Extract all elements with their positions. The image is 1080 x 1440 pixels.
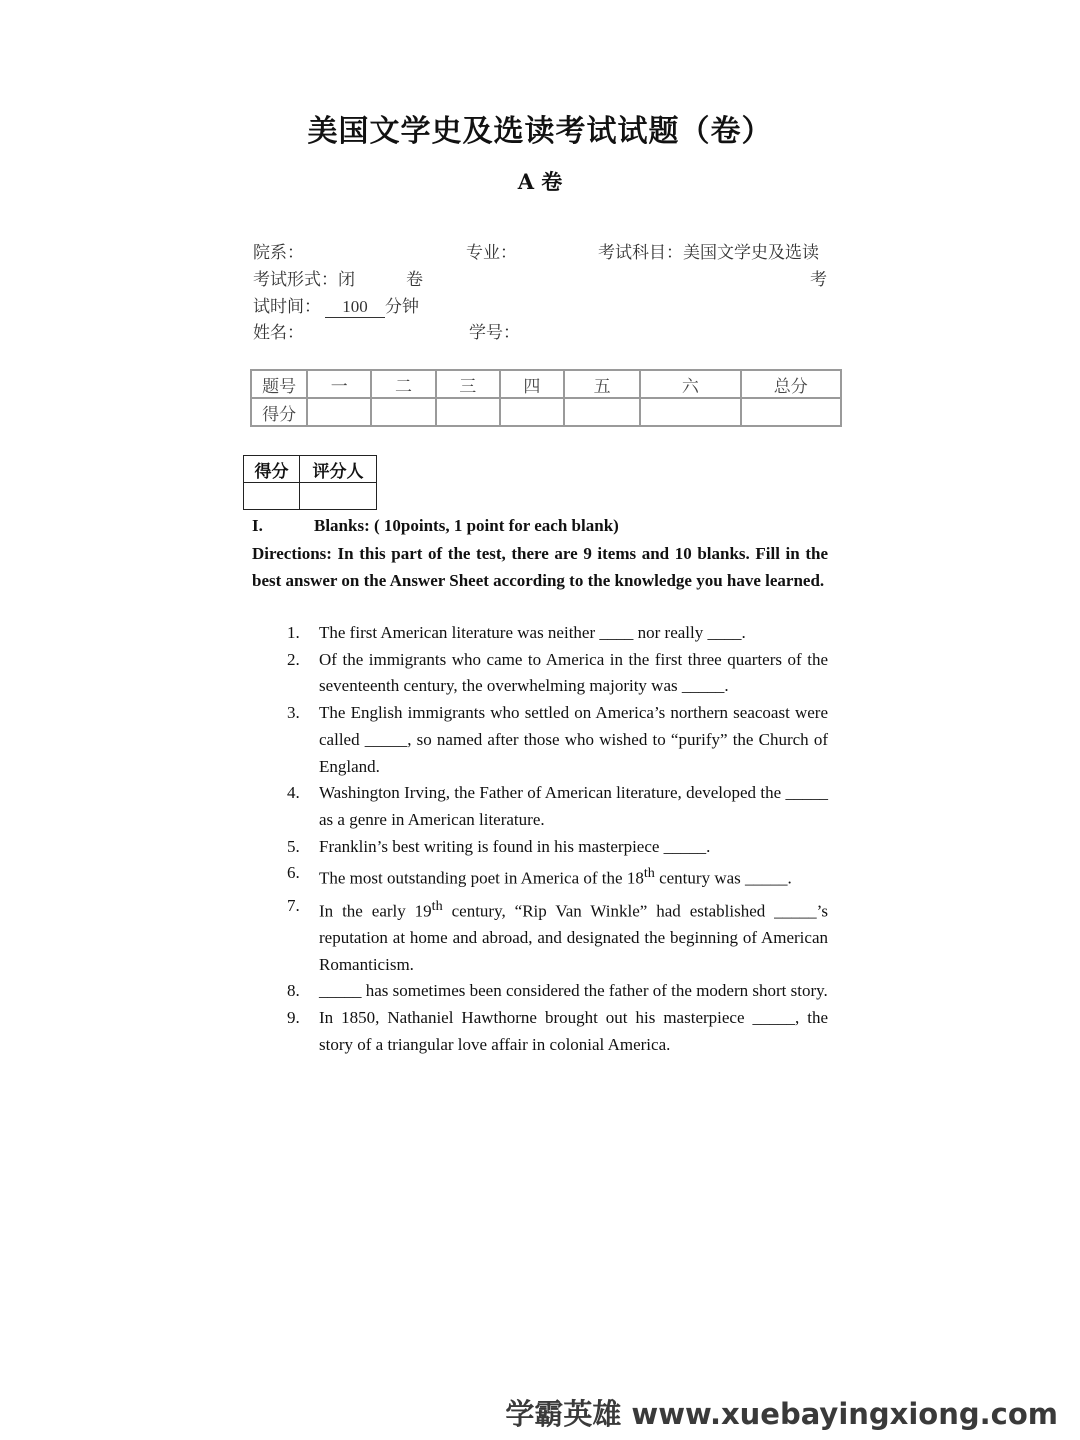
question-text-post: century, “Rip Van Winkle” had established _____’s reputation at home and abroad, and designated the beginning of American Romanticism.	[319, 901, 828, 974]
list-item	[287, 780, 828, 833]
department-label: 院系：	[253, 243, 304, 262]
list-item	[287, 978, 828, 1005]
question-number: 4.	[287, 783, 300, 803]
question-text: _____ has sometimes been considered the father of the modern short story.	[319, 981, 828, 1001]
question-text: In 1850, Nathaniel Hawthorne brought out his masterpiece _____, the story of a triangular love affair in colonial America.	[319, 1008, 828, 1054]
question-text: Of the immigrants who came to America in the first three quarters of the seventeenth century, the overwhelming majority was _____.	[319, 649, 828, 696]
question-text: Franklin’s best writing is found in his masterpiece _____.	[319, 836, 711, 856]
score-header-cell: 二	[371, 370, 435, 398]
subject-label: 考试科目：美国文学史及选读	[598, 243, 819, 262]
list-item	[287, 860, 828, 892]
list-item	[287, 1005, 828, 1058]
score-cell[interactable]	[500, 398, 564, 426]
exam-form-label: 考试形式：闭	[253, 270, 355, 289]
exam-time	[253, 292, 419, 318]
section-number: I.	[252, 516, 263, 535]
question-number: 9.	[287, 1008, 300, 1028]
paper-version: A 卷	[517, 169, 563, 194]
question-text: The first American literature was neither ____ nor really ____.	[319, 623, 746, 642]
ordinal-suffix: th	[643, 865, 655, 882]
grader-name-cell[interactable]	[300, 483, 377, 510]
exam-char: 考	[810, 270, 827, 289]
question-number: 8.	[287, 981, 300, 1001]
score-header-cell: 四	[500, 370, 564, 398]
question-text: The English immigrants who settled on America’s northern seacoast were called _____, so named after those who wished to “purify” the Church of England.	[319, 703, 828, 776]
grader-name-label: 评分人	[300, 456, 377, 483]
score-header-cell: 一	[307, 370, 371, 398]
exam-form-char: 卷	[406, 270, 423, 289]
score-cell[interactable]	[436, 398, 500, 426]
list-item	[287, 700, 828, 780]
student-id-label: 学号：	[469, 323, 520, 342]
ordinal-suffix: th	[431, 897, 443, 914]
score-table	[250, 369, 842, 427]
grader-table	[243, 455, 377, 510]
question-number: 1.	[287, 623, 300, 642]
score-header-cell: 三	[436, 370, 500, 398]
exam-time-value: 100	[325, 297, 385, 318]
grader-score-cell[interactable]	[244, 483, 300, 510]
score-cell[interactable]	[307, 398, 371, 426]
grader-score-label: 得分	[244, 456, 300, 483]
site-watermark: 学霸英雄 www.xuebayingxiong.com	[505, 1397, 1058, 1431]
question-number: 6.	[287, 863, 300, 883]
question-text-pre: The most outstanding poet in America of the 18	[319, 868, 644, 888]
page-title: 美国文学史及选读考试试题（卷）	[307, 114, 773, 149]
score-header-cell: 题号	[251, 370, 307, 398]
question-number: 3.	[287, 703, 300, 723]
question-list	[287, 620, 828, 1059]
question-text: Washington Irving, the Father of American literature, developed the _____ as a genre in American literature.	[319, 783, 828, 829]
section-title: Blanks: ( 10points, 1 point for each blank)	[314, 516, 619, 535]
score-table-score-row	[251, 398, 841, 426]
section-heading	[252, 516, 619, 536]
list-item	[287, 647, 828, 700]
score-cell[interactable]	[371, 398, 435, 426]
question-number: 2.	[287, 649, 300, 669]
question-text-post: century was _____.	[654, 868, 792, 888]
score-cell[interactable]	[564, 398, 640, 426]
question-text-pre: In the early 19	[319, 901, 432, 921]
exam-time-unit: 分钟	[385, 297, 419, 316]
list-item	[287, 620, 828, 647]
major-label: 专业：	[466, 243, 517, 262]
list-item	[287, 893, 828, 979]
score-row-label: 得分	[251, 398, 307, 426]
list-item	[287, 834, 828, 861]
score-cell[interactable]	[741, 398, 841, 426]
question-number: 7.	[287, 895, 300, 915]
name-label: 姓名：	[253, 323, 304, 342]
section-directions: Directions: In this part of the test, there are 9 items and 10 blanks. Fill in the best answer on the Answer Sheet according to the knowledge you have learned.	[252, 544, 828, 590]
question-number: 5.	[287, 836, 300, 856]
score-header-cell: 总分	[741, 370, 841, 398]
exam-time-label: 试时间：	[253, 297, 321, 316]
score-table-header-row	[251, 370, 841, 398]
score-cell[interactable]	[640, 398, 740, 426]
score-header-cell: 六	[640, 370, 740, 398]
score-header-cell: 五	[564, 370, 640, 398]
